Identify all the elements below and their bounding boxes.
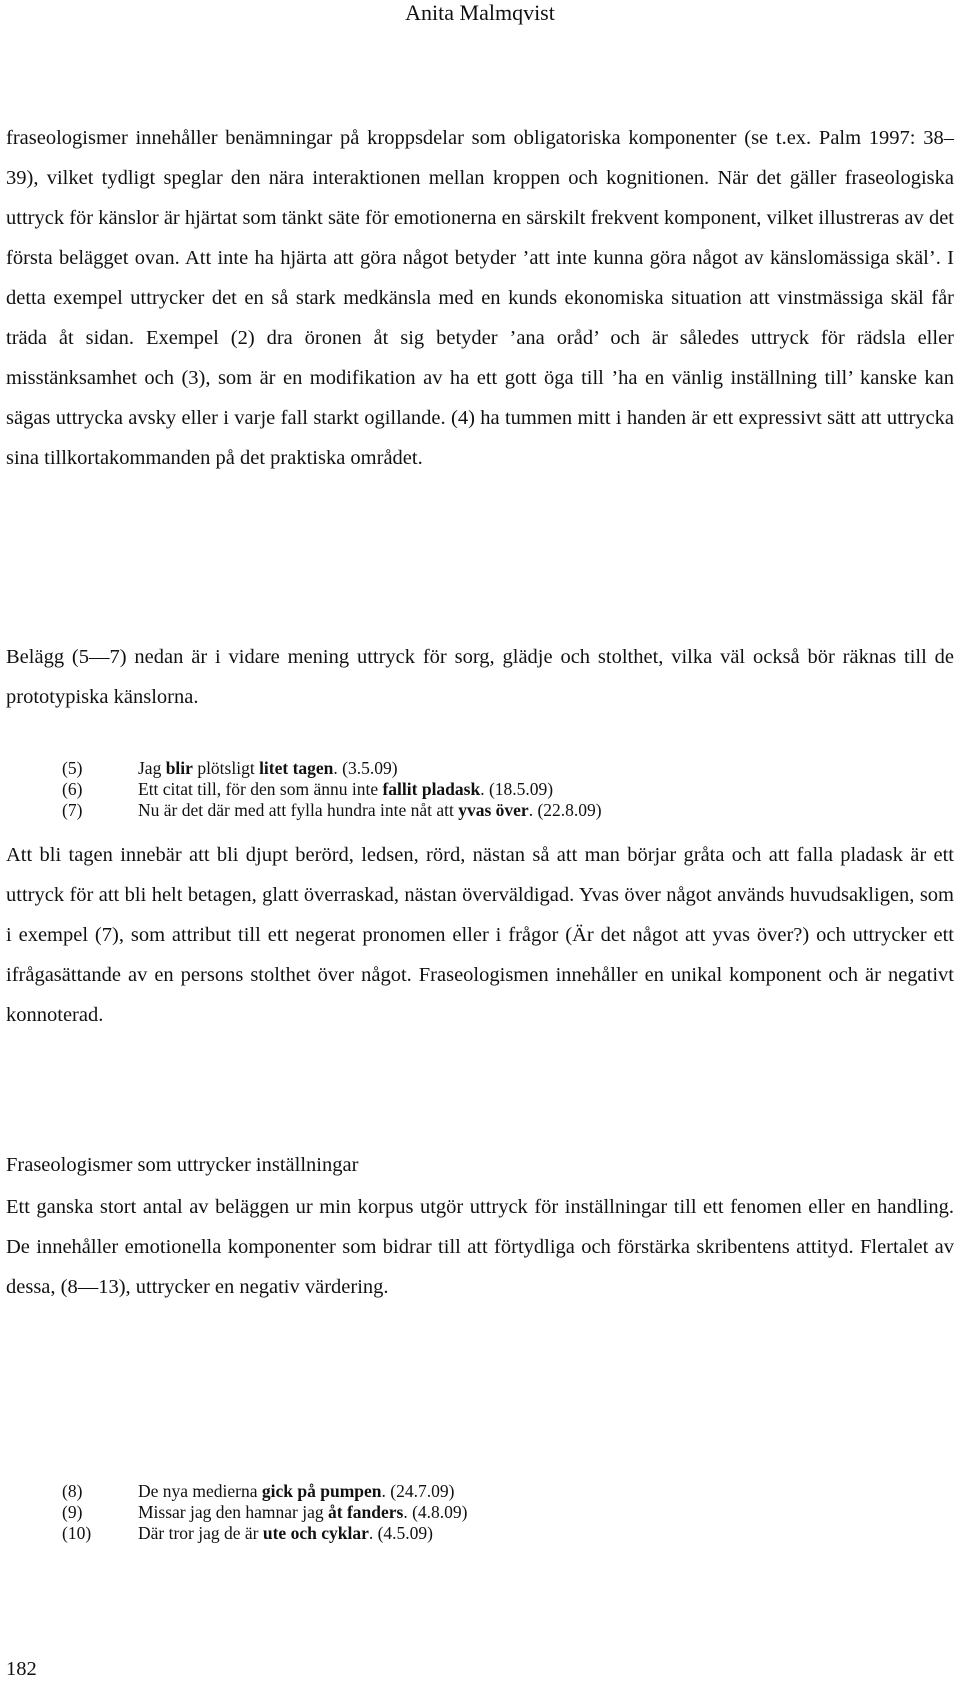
example-text bbox=[138, 800, 602, 821]
idiom-highlight: gick på pumpen bbox=[261, 1481, 382, 1501]
example-fragment: Ett citat till, för den som ännu inte bbox=[138, 779, 383, 799]
example-item bbox=[62, 800, 922, 821]
idiom-highlight: yvas över bbox=[458, 800, 529, 820]
example-text bbox=[138, 1502, 468, 1523]
example-fragment: plötsligt bbox=[192, 758, 260, 778]
example-item bbox=[62, 1502, 922, 1523]
example-text bbox=[138, 779, 553, 800]
example-item bbox=[62, 1481, 922, 1502]
example-number: (10) bbox=[62, 1523, 92, 1543]
idiom-highlight: åt fanders bbox=[328, 1502, 404, 1522]
example-item bbox=[62, 758, 922, 779]
example-fragment: . (22.8.09) bbox=[528, 800, 602, 820]
paragraph-att-bli: Att bli tagen innebär att bli djupt berörd, ledsen, rörd, nästan så att man börjar gråta och att falla pladask är ett uttryck för att bli helt betagen, glatt överraskad, nästan överväldigad. Yvas över något används huvudsakligen, som i exempel (7), som attribut till ett negerat pronomen eller i frågor (Är det något att yvas över?) och uttrycker ett ifrågasättande av en persons stolthet över något. Fraseologismen innehåller en unikal komponent och är negativt konnoterad. bbox=[6, 844, 954, 1026]
example-fragment: Där tror jag de är bbox=[138, 1523, 263, 1543]
example-number: (7) bbox=[62, 800, 83, 820]
example-fragment: . (3.5.09) bbox=[333, 758, 398, 778]
example-text bbox=[138, 1523, 433, 1544]
example-fragment: . (18.5.09) bbox=[480, 779, 554, 799]
example-text bbox=[138, 758, 398, 779]
example-fragment: Missar jag den hamnar jag bbox=[138, 1502, 329, 1522]
idiom-highlight: blir bbox=[165, 758, 193, 778]
page-number: 182 bbox=[6, 1658, 37, 1680]
idiom-highlight: ute och cyklar bbox=[262, 1523, 369, 1543]
example-number: (5) bbox=[62, 758, 83, 778]
example-number: (8) bbox=[62, 1481, 83, 1501]
example-fragment: Jag bbox=[138, 758, 166, 778]
example-text bbox=[138, 1481, 454, 1502]
section-heading: Fraseologismer som uttrycker inställningar bbox=[6, 1154, 359, 1176]
idiom-highlight: fallit pladask bbox=[382, 779, 481, 799]
example-list-5-7 bbox=[62, 758, 922, 821]
example-fragment: . (4.8.09) bbox=[403, 1502, 468, 1522]
example-item bbox=[62, 779, 922, 800]
example-fragment: Nu är det där med att fylla hundra inte nåt att bbox=[138, 800, 459, 820]
paragraph-intro: fraseologismer innehåller benämningar på kroppsdelar som obligatoriska komponenter (se t.ex. Palm 1997: 38–39), vilket tydligt speglar den nära interaktionen mellan kroppen och kognitionen. När det gäller fraseologiska uttryck för känslor är hjärtat som tänkt säte för emotionerna en särskilt frekvent komponent, vilket illustreras av det första belägget ovan. Att inte ha hjärta att göra något betyder ’att inte kunna göra något av känslomässiga skäl’. I detta exempel uttrycker det en så stark medkänsla med en kunds ekonomiska situation att vinstmässiga skäl får träda åt sidan. Exempel (2) dra öronen åt sig betyder ’ana oråd’ och är således uttryck för rädsla eller misstänksamhet och (3), som är en modifikation av ha ett gott öga till ’ha en vänlig inställning till’ kanske kan sägas uttrycka avsky eller i varje fall starkt ogillande. (4) ha tummen mitt i handen är ett expressivt sätt att uttrycka sina tillkortakommanden på det praktiska området. bbox=[6, 127, 954, 469]
example-fragment: . (24.7.09) bbox=[381, 1481, 455, 1501]
running-header-author: Anita Malmqvist bbox=[405, 0, 555, 25]
example-list-8-10 bbox=[62, 1481, 922, 1544]
paragraph-belagg: Belägg (5—7) nedan är i vidare mening uttryck för sorg, glädje och stolthet, vilka väl också bör räknas till de prototypiska känslorna. bbox=[6, 646, 954, 708]
paragraph-ett-ganska: Ett ganska stort antal av beläggen ur min korpus utgör uttryck för inställningar till ett fenomen eller en handling. De innehåller emotionella komponenter som bidrar till att förtydliga och förstärka skribentens attityd. Flertalet av dessa, (8—13), uttrycker en negativ värdering. bbox=[6, 1196, 954, 1298]
example-item bbox=[62, 1523, 922, 1544]
example-fragment: . (4.5.09) bbox=[368, 1523, 433, 1543]
example-fragment: De nya medierna bbox=[138, 1481, 262, 1501]
example-number: (6) bbox=[62, 779, 83, 799]
idiom-highlight: litet tagen bbox=[259, 758, 334, 778]
example-number: (9) bbox=[62, 1502, 83, 1522]
